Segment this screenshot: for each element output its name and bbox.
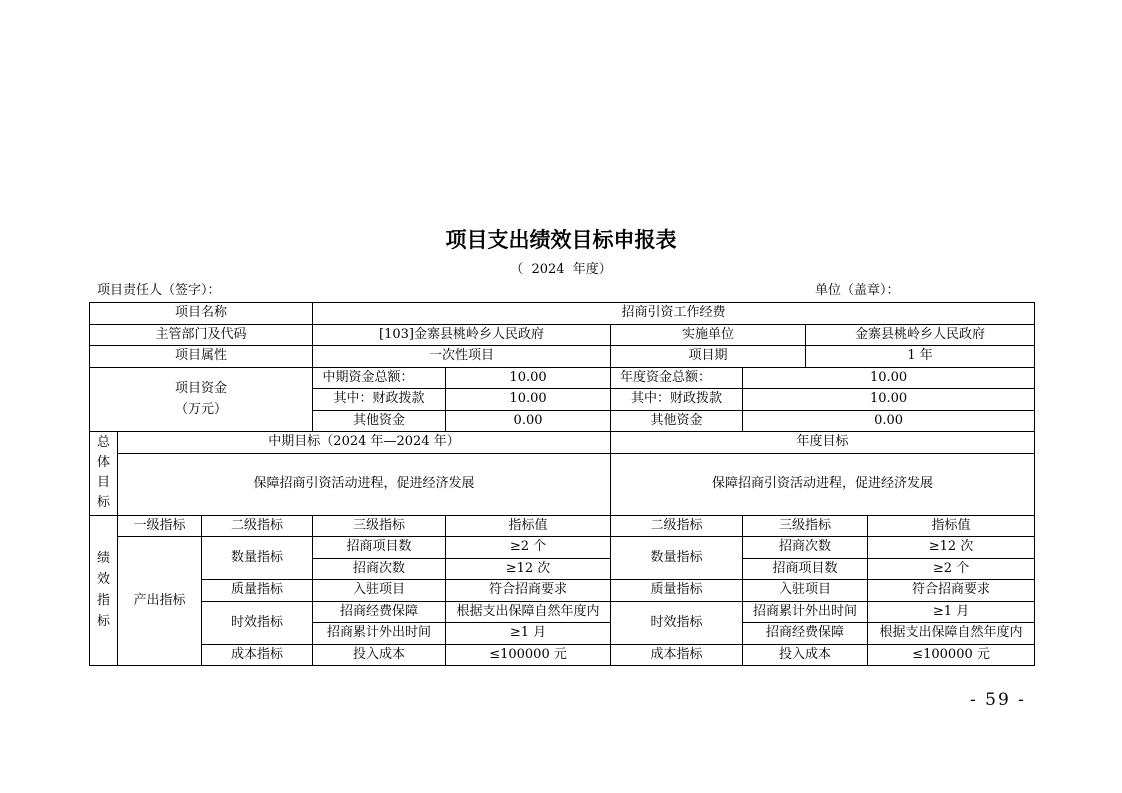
responsible-person-signature-label: 项目责任人（签字）： xyxy=(97,283,221,298)
department-label: 主管部门及代码 xyxy=(90,324,313,346)
mid-funds-value: 0.00 xyxy=(446,410,611,432)
annual-funds-value: 0.00 xyxy=(743,410,1035,432)
department-row xyxy=(90,324,1035,346)
annual-funds-label: 其中：财政拨款 xyxy=(611,389,743,411)
overall-goal-text-row xyxy=(90,453,1035,515)
mid-goal-header: 中期目标（2024 年—2024 年） xyxy=(118,432,611,454)
annual-level2-indicator: 时效指标 xyxy=(611,601,743,644)
project-funds-unit: （万元） xyxy=(175,402,228,418)
project-name-value: 招商引资工作经费 xyxy=(313,303,1035,325)
mid-indicator-value: ≥1 月 xyxy=(446,623,611,645)
page-number: - 59 - xyxy=(970,690,1026,710)
indicator-header-row xyxy=(90,515,1035,537)
mid-goal-text: 保障招商引资活动进程，促进经济发展 xyxy=(118,453,611,515)
project-name-label: 项目名称 xyxy=(90,303,313,325)
overall-goal-label-text: 总体目标 xyxy=(96,435,110,511)
performance-target-table xyxy=(89,302,1035,666)
level1-indicator: 产出指标 xyxy=(118,537,202,666)
implementer-label: 实施单位 xyxy=(611,324,806,346)
header-level1: 一级指标 xyxy=(118,515,202,537)
annual-level2-indicator: 成本指标 xyxy=(611,644,743,666)
performance-indicators-label-text: 绩效指标 xyxy=(96,551,110,630)
header-mid-level3: 三级指标 xyxy=(313,515,446,537)
mid-level3-indicator: 投入成本 xyxy=(313,644,446,666)
annual-level3-indicator: 招商项目数 xyxy=(743,558,868,580)
mid-level3-indicator: 招商项目数 xyxy=(313,537,446,559)
overall-goal-header-row xyxy=(90,432,1035,454)
annual-indicator-value: 根据支出保障自然年度内 xyxy=(868,623,1035,645)
project-name-row xyxy=(90,303,1035,325)
project-funds-title: 项目资金 xyxy=(175,381,228,397)
annual-goal-text: 保障招商引资活动进程，促进经济发展 xyxy=(611,453,1035,515)
mid-indicator-value: ≤100000 元 xyxy=(446,644,611,666)
department-value: [103]金寨县桃岭乡人民政府 xyxy=(313,324,611,346)
annual-funds-value: 10.00 xyxy=(743,389,1035,411)
mid-level3-indicator: 招商累计外出时间 xyxy=(313,623,446,645)
annual-indicator-value: ≥12 次 xyxy=(868,537,1035,559)
form-title: 项目支出绩效目标申报表 xyxy=(445,227,677,252)
annual-indicator-value: ≥2 个 xyxy=(868,558,1035,580)
annual-indicator-value: 符合招商要求 xyxy=(868,580,1035,602)
attribute-row xyxy=(90,346,1035,368)
annual-funds-label: 年度资金总额： xyxy=(611,367,743,389)
mid-level3-indicator: 招商次数 xyxy=(313,558,446,580)
mid-level3-indicator: 入驻项目 xyxy=(313,580,446,602)
funds-row xyxy=(90,367,1035,389)
mid-indicator-value: ≥12 次 xyxy=(446,558,611,580)
annual-indicator-value: ≥1 月 xyxy=(868,601,1035,623)
indicator-row xyxy=(90,580,1035,602)
unit-seal-label: 单位（盖章）： xyxy=(815,283,900,298)
annual-funds-value: 10.00 xyxy=(743,367,1035,389)
annual-funds-label: 其他资金 xyxy=(611,410,743,432)
attribute-label: 项目属性 xyxy=(90,346,313,368)
indicator-row xyxy=(90,601,1035,623)
mid-level2-indicator: 成本指标 xyxy=(202,644,313,666)
indicator-row xyxy=(90,644,1035,666)
annual-level3-indicator: 投入成本 xyxy=(743,644,868,666)
mid-level3-indicator: 招商经费保障 xyxy=(313,601,446,623)
mid-funds-value: 10.00 xyxy=(446,389,611,411)
annual-indicator-value: ≤100000 元 xyxy=(868,644,1035,666)
annual-level3-indicator: 招商次数 xyxy=(743,537,868,559)
annual-goal-header: 年度目标 xyxy=(611,432,1035,454)
implementer-value: 金寨县桃岭乡人民政府 xyxy=(806,324,1035,346)
performance-indicators-label xyxy=(90,515,118,666)
mid-indicator-value: 根据支出保障自然年度内 xyxy=(446,601,611,623)
annual-level2-indicator: 数量指标 xyxy=(611,537,743,580)
mid-level2-indicator: 质量指标 xyxy=(202,580,313,602)
mid-level2-indicator: 时效指标 xyxy=(202,601,313,644)
mid-level2-indicator: 数量指标 xyxy=(202,537,313,580)
annual-level3-indicator: 招商经费保障 xyxy=(743,623,868,645)
annual-level3-indicator: 入驻项目 xyxy=(743,580,868,602)
attribute-value: 一次性项目 xyxy=(313,346,611,368)
header-annual-level3: 三级指标 xyxy=(743,515,868,537)
annual-level3-indicator: 招商累计外出时间 xyxy=(743,601,868,623)
mid-funds-label: 其他资金 xyxy=(313,410,446,432)
header-annual-level2: 二级指标 xyxy=(611,515,743,537)
mid-indicator-value: 符合招商要求 xyxy=(446,580,611,602)
project-funds-label xyxy=(90,367,313,432)
overall-goal-label xyxy=(90,432,118,516)
mid-funds-label: 其中：财政拨款 xyxy=(313,389,446,411)
header-annual-value: 指标值 xyxy=(868,515,1035,537)
indicator-row xyxy=(90,537,1035,559)
annual-level2-indicator: 质量指标 xyxy=(611,580,743,602)
header-mid-level2: 二级指标 xyxy=(202,515,313,537)
period-label: 项目期 xyxy=(611,346,806,368)
mid-funds-label: 中期资金总额： xyxy=(313,367,446,389)
fiscal-year-line: （ 2024 年度） xyxy=(510,262,612,277)
mid-indicator-value: ≥2 个 xyxy=(446,537,611,559)
period-value: 1 年 xyxy=(806,346,1035,368)
header-mid-value: 指标值 xyxy=(446,515,611,537)
mid-funds-value: 10.00 xyxy=(446,367,611,389)
